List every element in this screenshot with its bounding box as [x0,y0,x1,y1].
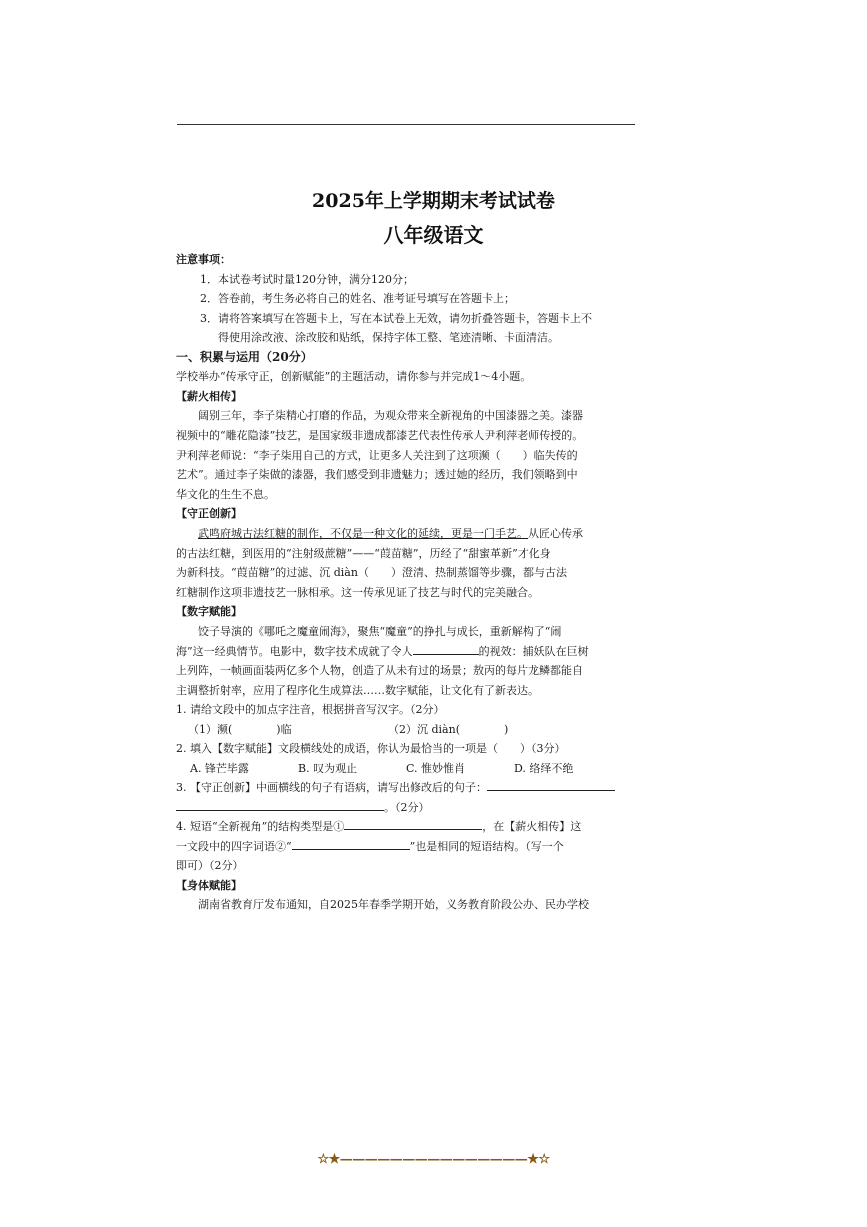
top-rule [177,124,635,125]
notice-item-3: 3．请将答案填写在答题卡上，写在本试卷上无效，请勿折叠答题卡，答题卡上不 [200,311,592,325]
question-4-end: 即可）（2分） [176,859,244,872]
notice-item-3-cont: 得使用涂改液、涂改胶和贴纸，保持字体工整、笔迹清晰、卡面清洁。 [218,331,559,344]
question-3-text: 3. 【守正创新】中画横线的句子有语病，请写出修改后的句子： [176,781,487,794]
section-intro: 学校举办“传承守正，创新赋能”的主题活动，请你参与并完成1～4小题。 [176,370,532,383]
notice-item-2: 2．答卷前，考生务必将自己的姓名、准考证号填写在答题卡上； [200,292,515,305]
question-3-cont [176,798,638,818]
question-4-blank-1[interactable] [344,817,482,830]
xinhuo-line-3: 尹利萍老师说：“李子柒用自己的方式，让更多人关注到了这项濒（ ）临失传的 [176,448,578,462]
option-c[interactable]: C. 惟妙惟肖 [406,761,466,775]
shouzheng-line-4: 红糖制作这项非遗技艺一脉相承。这一传承见证了技艺与时代的完美融合。 [176,585,539,599]
xinhuo-line-1: 阔别三年，李子柒精心打磨的作品，为观众带来全新视角的中国漆器之美。漆器 [198,409,583,422]
question-3 [176,778,638,798]
notice-heading: 注意事项： [176,253,231,266]
question-2: 2. 填入【数字赋能】文段横线处的成语，你认为最恰当的一项是（ ）（3分） [176,742,566,755]
exam-content [176,250,638,915]
question-4-text-2: ，在【薪火相传】这 [482,820,582,833]
question-4-text-4: ”也是相同的短语结构。（写一个 [409,839,564,853]
notice-item-1: 1．本试卷考试时量120分钟，满分120分； [200,272,414,286]
exam-subtitle: 八年级语文 [383,223,484,247]
option-b[interactable]: B. 叹为观止 [298,761,358,775]
xinhuo-line-5: 华文化的生生不息。 [176,487,275,501]
shuzi-line-3: 上列阵，一帧画面装两亿多个人物，创造了从未有过的场景；敖丙的每片龙鳞都能自 [176,664,583,677]
shouzheng-line-3: 为新科技。“葭苗糖”的过滤、沉 diàn（ ）澄清、热制蒸馏等步骤，都与古法 [176,566,567,579]
shuzi-line-2-a: 海”这一经典情节。电影中，数字技术成就了令人 [176,644,413,658]
shuzi-line-2-b: 的视效：捕妖队在巨树 [478,644,589,658]
question-4-text-1: 4. 短语“全新视角”的结构类型是① [176,820,345,833]
shuzi-line-2 [176,642,638,662]
shuzi-line-4: 主调整折射率，应用了程序化生成算法……数字赋能，让文化有了新表达。 [176,683,539,697]
block-heading-shenti: 【身体赋能】 [176,878,242,892]
option-d[interactable]: D. 络绎不绝 [514,761,574,775]
block-heading-xinhuo: 【薪火相传】 [176,389,242,403]
xinhuo-line-4: 艺术”。通过李子柒做的漆器，我们感受到非遗魅力；透过她的经历，我们领略到中 [176,468,578,481]
question-4 [176,817,638,837]
shouzheng-line-2: 的古法红糖，到医用的“注射级蔗糖”——“葭苗糖”，历经了“甜蜜革新”才化身 [176,546,551,560]
underlined-sentence: 武鸣府城古法红糖的制作，不仅是一种文化的延续，更是一门手艺。 [198,526,528,540]
question-4-blank-2[interactable] [292,837,410,850]
block-heading-shouzheng: 【守正创新】 [176,507,242,520]
question-1: 1. 请给文段中的加点字注音，根据拼音写汉字。（2分） [176,703,445,716]
exam-title: 2025年上学期期末考试试卷 [312,190,555,212]
idiom-blank[interactable] [413,642,479,655]
question-1-answers [176,720,638,740]
shuzi-line-1: 饺子导演的《哪吒之魔童闹海》，聚焦“魔童”的挣扎与成长，重新解构了“闹 [198,624,562,638]
question-3-blank-2[interactable] [176,798,384,811]
section-heading: 一、积累与运用（20分） [176,349,313,364]
xinhuo-line-2: 视频中的“雕花隐漆”技艺，是国家级非遗成都漆艺代表性传承人尹利萍老师传授的。 [176,429,584,442]
question-4-cont [176,837,638,857]
shouzheng-line-1-rest: 从匠心传承 [528,526,583,540]
question-4-text-3: 一文段中的四字词语②“ [176,839,292,853]
shenti-line-1: 湖南省教育厅发布通知，自2025年春季学期开始，义务教育阶段公办、民办学校 [198,898,589,911]
question-3-end: 。（2分） [384,800,430,814]
block-heading-shuzi: 【数字赋能】 [176,605,242,618]
question-1-part-a: （1）濒( )临 [188,722,292,736]
question-1-part-b: （2）沉 diàn( ) [388,722,509,736]
shouzheng-line-1 [176,524,638,544]
question-2-options [176,759,638,779]
footer-ornament: ☆★———————————————★☆ [317,1152,550,1167]
option-a[interactable]: A. 锋芒毕露 [190,761,249,775]
question-3-blank-1[interactable] [487,778,615,791]
